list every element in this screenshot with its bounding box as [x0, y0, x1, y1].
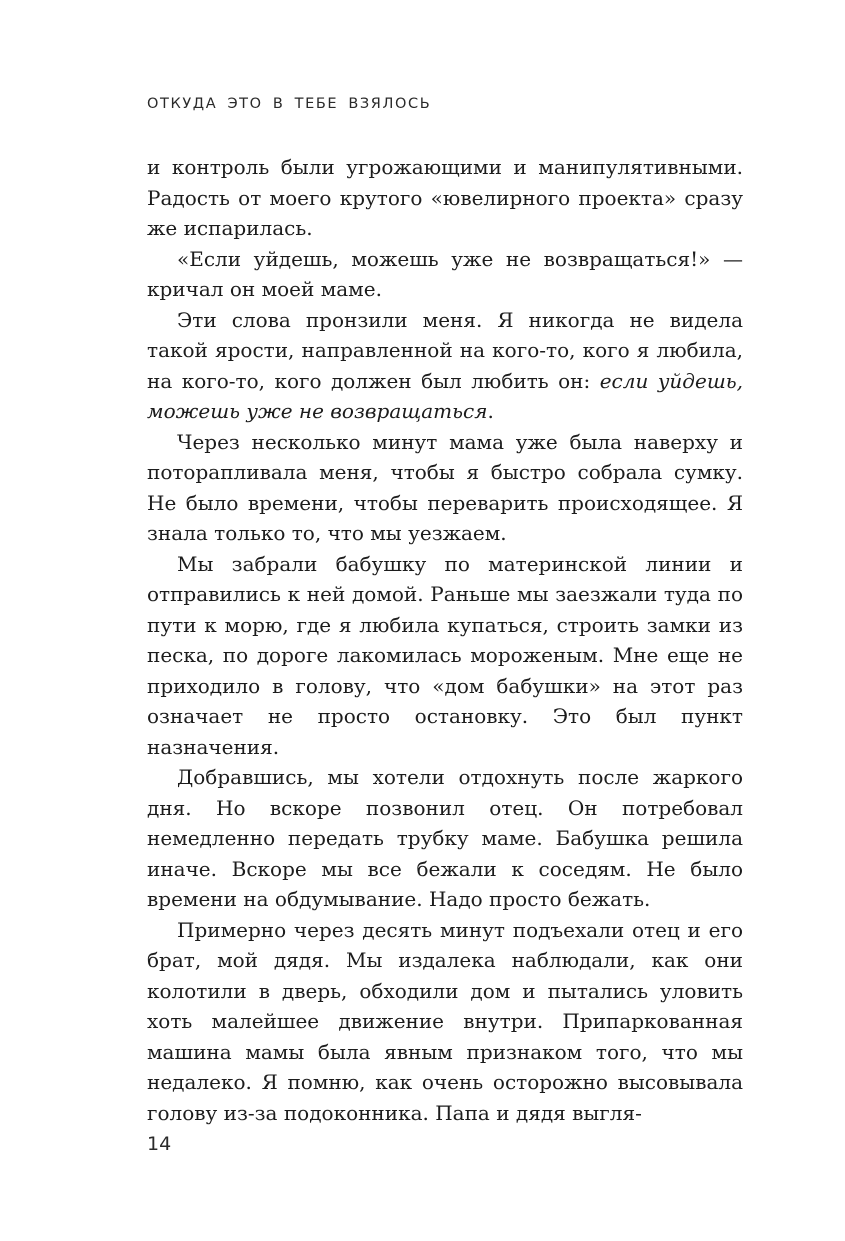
body-text: [147, 152, 743, 1128]
paragraph: [147, 305, 743, 427]
paragraph: Через несколько минут мама уже была наверху и поторапливала меня, чтобы я быстро собрала сумку. Не было времени, чтобы переварить происходящее. Я знала только то, что мы уезжаем.: [147, 429, 743, 545]
italic-quote: если уйдешь, можешь уже не возвращаться: [147, 368, 744, 423]
paragraph: «Если уйдешь, можешь уже не возвращаться!» — кричал он моей маме.: [147, 246, 743, 301]
paragraph: Мы забрали бабушку по материнской линии и отправились к ней домой. Раньше мы заезжали туда по пути к морю, где я любила купаться, строить замки из песка, по дороге лакомилась мороженым. Мне еще не приходило в голову, что «дом бабушки» на этот раз означает не просто остановку. Это был пункт назначения.: [147, 551, 743, 759]
page-number: 14: [147, 1133, 172, 1155]
running-head: ОТКУДА ЭТО В ТЕБЕ ВЗЯЛОСЬ: [147, 96, 432, 112]
paragraph-text: Эти слова пронзили меня. Я никогда не видела такой ярости, направленной на кого-то, кого я любила, на кого-то, кого должен был любить он:: [147, 307, 743, 393]
paragraph: Добравшись, мы хотели отдохнуть после жаркого дня. Но вскоре позвонил отец. Он потребовал немедленно передать трубку маме. Бабушка решила иначе. Вскоре мы все бежали к соседям. Не было времени на обдумывание. Надо просто бежать.: [147, 765, 743, 911]
paragraph-text: .: [487, 399, 494, 423]
paragraph: и контроль были угрожающими и манипулятивными. Радость от моего крутого «ювелирного проекта» сразу же испарилась.: [147, 155, 743, 240]
paragraph: Примерно через десять минут подъехали отец и его брат, мой дядя. Мы издалека наблюдали, как они колотили в дверь, обходили дом и пытались уловить хоть малейшее движение внутри. Припаркованная машина мамы была явным признаком того, что мы недалеко. Я помню, как очень осторожно высовывала голову из-за подоконника. Папа и дядя выгля-: [147, 917, 743, 1125]
